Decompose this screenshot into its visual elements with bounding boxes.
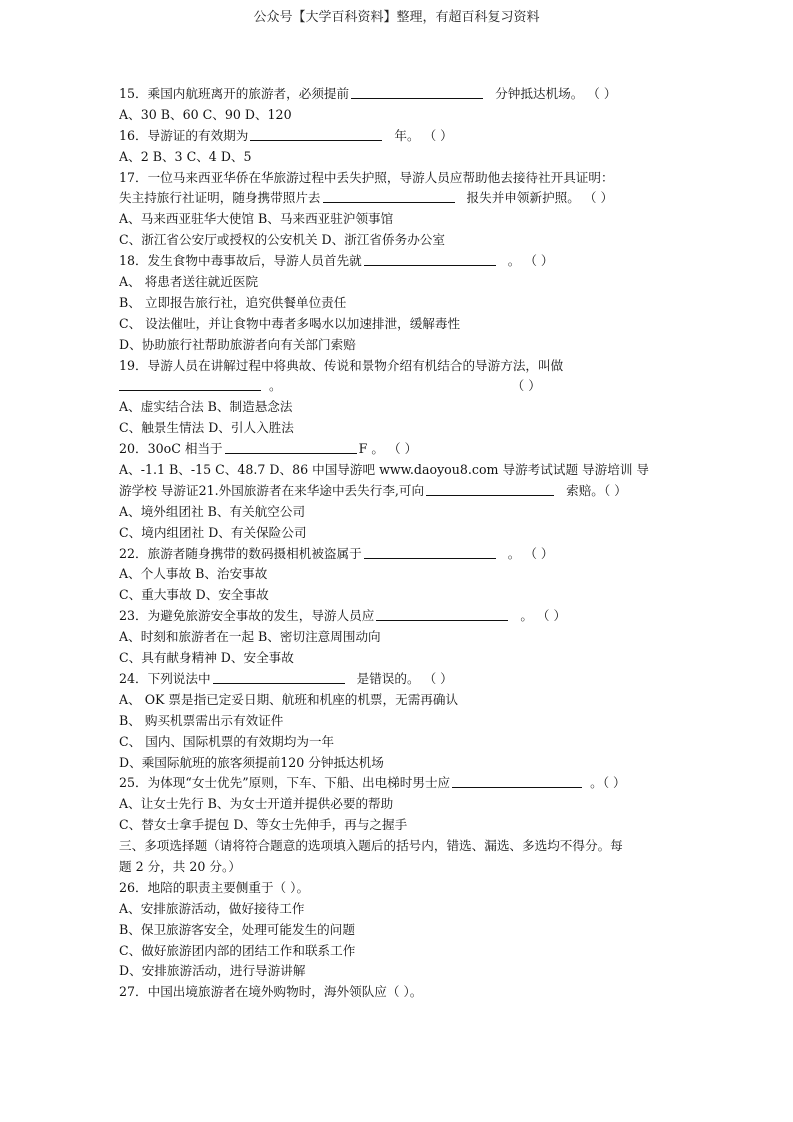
question-16: [119, 126, 685, 147]
answer-blank: [364, 252, 496, 266]
question-16-stem: 16．导游证的有效期为: [119, 127, 249, 143]
question-23-options-ab: A、时刻和旅游者在一起 B、密切注意周围动向: [119, 629, 381, 645]
question-25-options-cd: C、替女士拿手提包 D、等女士先伸手，再与之握手: [119, 817, 408, 833]
question-24: [119, 669, 685, 690]
question-25-tail: 。（ ）: [590, 775, 626, 791]
question-25-options-ab: A、让女士先行 B、为女士开道并提供必要的帮助: [119, 796, 394, 812]
section-3-heading: 三、多项选择题（请将符合题意的选项填入题后的括号内，错选、漏选、多选均不得分。每: [119, 838, 623, 854]
question-24-option-b: B、 购买机票需出示有效证件: [119, 712, 284, 728]
question-24-stem: 24．下列说法中: [119, 670, 211, 686]
question-15-options: A、30 B、60 C、90 D、120: [119, 106, 292, 122]
answer-blank: [225, 440, 357, 454]
question-24-tail: 是错误的。 （ ）: [356, 670, 453, 686]
question-19: 19．导游人员在讲解过程中将典故、传说和景物介绍有机结合的导游方法，叫做: [119, 357, 564, 373]
question-17: 17．一位马来西亚华侨在华旅游过程中丢失护照，导游人员应帮助他去接待社开具证明：: [119, 169, 614, 185]
answer-blank: [119, 377, 261, 391]
question-17-cont: [119, 188, 685, 209]
question-18-option-d: D、协助旅行社帮助旅游者向有关部门索赔: [119, 336, 356, 352]
question-17-tail: 报失并申领新护照。 （ ）: [466, 190, 614, 206]
question-18-option-c: C、 设法催吐，并让食物中毒者多喝水以加速排泄，缓解毒性: [119, 315, 461, 331]
question-16-options: A、2 B、3 C、4 D、5: [119, 148, 252, 164]
question-17-options-cd: C、浙江省公安厅或授权的公安机关 D、浙江省侨务办公室: [119, 232, 445, 248]
question-27: 27．中国出境旅游者在境外购物时，海外领队应（ ）。: [119, 984, 423, 1000]
question-25: [119, 773, 685, 794]
question-18: [119, 251, 685, 272]
question-21: [119, 481, 685, 502]
question-26: 26．地陪的职责主要侧重于（ ）。: [119, 879, 310, 895]
question-19-options-ab: A、虚实结合法 B、制造悬念法: [119, 399, 293, 415]
question-19-tail: （ ）: [511, 378, 541, 394]
answer-blank: [213, 670, 345, 684]
answer-blank: [364, 545, 496, 559]
question-21-stem: 游学校 导游证21.外国旅游者在来华途中丢失行李,可向: [119, 482, 425, 498]
question-22-stem: 22．旅游者随身携带的数码摄相机被盗属于: [119, 545, 362, 561]
question-15-stem: 15．乘国内航班离开的旅游者，必须提前: [119, 86, 350, 101]
question-15-tail: 分钟抵达机场。 （ ）: [495, 86, 617, 101]
question-22-tail: 。 （ ）: [507, 545, 554, 561]
question-18-stem: 18．发生食物中毒事故后，导游人员首先就: [119, 253, 362, 269]
question-22: [119, 544, 685, 565]
question-19-options-cd: C、触景生情法 D、引人入胜法: [119, 420, 294, 436]
question-26-option-b: B、保卫旅游客安全，处理可能发生的问题: [119, 921, 355, 937]
answer-blank: [376, 607, 508, 621]
question-21-tail: 索赔。（ ）: [566, 482, 627, 498]
question-24-option-d: D、乘国际航班的旅客须提前120 分钟抵达机场: [119, 754, 384, 770]
question-list: [119, 84, 685, 1003]
answer-blank: [452, 774, 582, 788]
question-18-tail: 。 （ ）: [507, 253, 554, 269]
question-22-options-ab: A、个人事故 B、治安事故: [119, 566, 268, 582]
question-25-stem: 25．为体现“女士优先”原则，下车、下船、出电梯时男士应: [119, 775, 451, 791]
question-20-tail: F 。 （ ）: [358, 441, 418, 457]
page-header: 公众号【大学百科资料】整理，有超百科复习资料: [253, 10, 540, 25]
answer-blank: [250, 127, 382, 141]
question-17-stem: 失主持旅行社证明，随身携带照片去: [119, 190, 321, 206]
question-26-option-c: C、做好旅游团内部的团结工作和联系工作: [119, 942, 356, 958]
question-20-stem: 20．30oC 相当于: [119, 441, 223, 457]
question-17-options-ab: A、马来西亚驻华大使馆 B、马来西亚驻沪领事馆: [119, 211, 394, 227]
question-20: [119, 439, 685, 460]
question-15: [119, 84, 685, 105]
question-21-options-ab: A、境外组团社 B、有关航空公司: [119, 503, 306, 519]
question-19-cont: 。 （ ）: [119, 376, 685, 397]
question-21-options-cd: C、境内组团社 D、有关保险公司: [119, 524, 307, 540]
question-24-option-a: A、 OK 票是指已定妥日期、航班和机座的机票，无需再确认: [119, 691, 459, 707]
answer-blank: [426, 482, 554, 496]
question-23-options-cd: C、具有献身精神 D、安全事故: [119, 650, 294, 666]
section-3-heading-cont: 题 2 分，共 20 分。）: [119, 858, 241, 874]
question-18-option-a: A、 将患者送往就近医院: [119, 274, 259, 290]
question-26-option-d: D、安排旅游活动，进行导游讲解: [119, 963, 306, 979]
question-20-options: A、-1.1 B、-15 C、48.7 D、86 中国导游吧 www.daoyou8.com 导游考试试题 导游培训 导: [119, 462, 650, 478]
question-23-tail: 。 （ ）: [520, 608, 567, 624]
question-23: [119, 606, 685, 627]
question-24-option-c: C、 国内、国际机票的有效期均为一年: [119, 733, 335, 749]
question-16-tail: 年。 （ ）: [394, 127, 453, 143]
question-18-option-b: B、 立即报告旅行社，追究供餐单位责任: [119, 294, 347, 310]
question-26-option-a: A、安排旅游活动，做好接待工作: [119, 900, 305, 916]
question-23-stem: 23．为避免旅游安全事故的发生，导游人员应: [119, 608, 375, 624]
question-22-options-cd: C、重大事故 D、安全事故: [119, 587, 269, 603]
answer-blank: [323, 189, 455, 203]
answer-blank: [351, 85, 483, 99]
